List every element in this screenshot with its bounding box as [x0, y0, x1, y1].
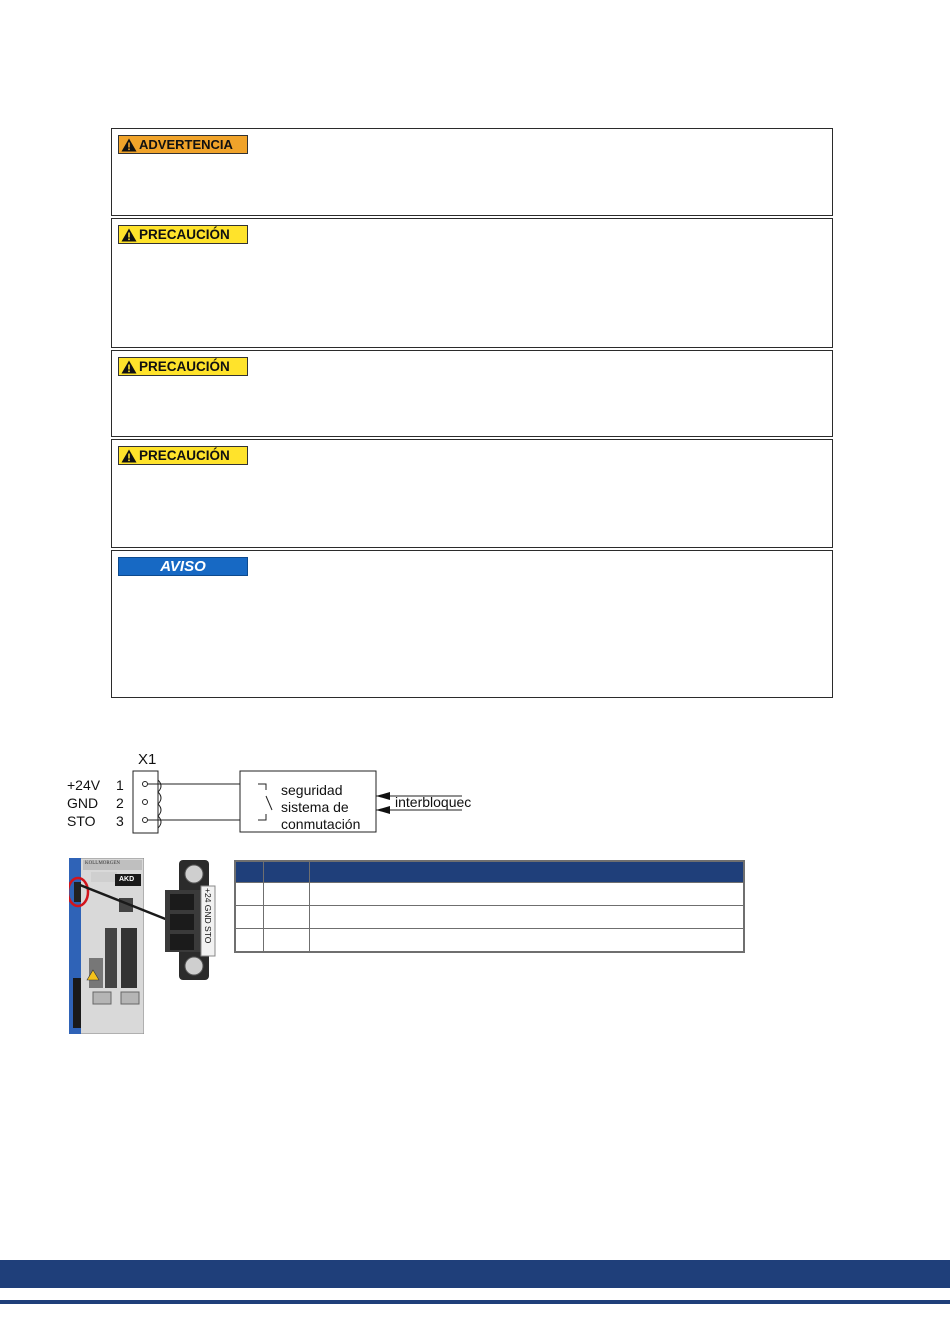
relay-line-3: conmutación	[281, 816, 361, 832]
caution-badge-label: PRECAUCIÓN	[139, 227, 230, 242]
table-row	[235, 929, 744, 953]
table-row	[235, 883, 744, 906]
table-cell	[309, 883, 744, 906]
relay-line-1: seguridad	[281, 782, 343, 798]
relay-line-2: sistema de	[281, 799, 349, 815]
pin-signal-sto: STO	[67, 813, 96, 829]
table-cell	[235, 906, 263, 929]
table-header-row	[235, 861, 744, 883]
pin-number-2: 2	[116, 795, 124, 811]
table-cell	[309, 929, 744, 953]
footer-rule	[0, 1300, 950, 1304]
table-cell	[235, 883, 263, 906]
notice-badge-label: AVISO	[160, 558, 206, 575]
connector-plug-illustration	[165, 858, 218, 982]
device-model: AKD	[119, 876, 135, 883]
plug-pin-labels: +24 GND STO	[203, 888, 213, 944]
device-brand: KOLLMORGEN	[85, 861, 120, 866]
table-cell	[263, 906, 309, 929]
warning-badge-label: ADVERTENCIA	[139, 137, 233, 152]
table-row	[235, 906, 744, 929]
table-header-cell	[309, 861, 744, 883]
footer-bar	[0, 1260, 950, 1288]
leader-line	[0, 0, 240, 1000]
caution-badge-label: PRECAUCIÓN	[139, 448, 230, 463]
pin-signal-gnd: GND	[67, 795, 99, 811]
pin-number-3: 3	[116, 813, 124, 829]
table-cell	[263, 929, 309, 953]
table-header-cell	[235, 861, 263, 883]
table-header-cell	[263, 861, 309, 883]
pin-number-1: 1	[116, 777, 124, 793]
table-cell	[235, 929, 263, 953]
table-cell	[263, 883, 309, 906]
connector-label: X1	[138, 751, 157, 768]
interlock-input-label: interbloquec	[395, 794, 472, 810]
pin-signal-24v: +24V	[67, 777, 101, 793]
caution-badge-label: PRECAUCIÓN	[139, 359, 230, 374]
pin-table	[234, 860, 745, 953]
table-cell	[309, 906, 744, 929]
